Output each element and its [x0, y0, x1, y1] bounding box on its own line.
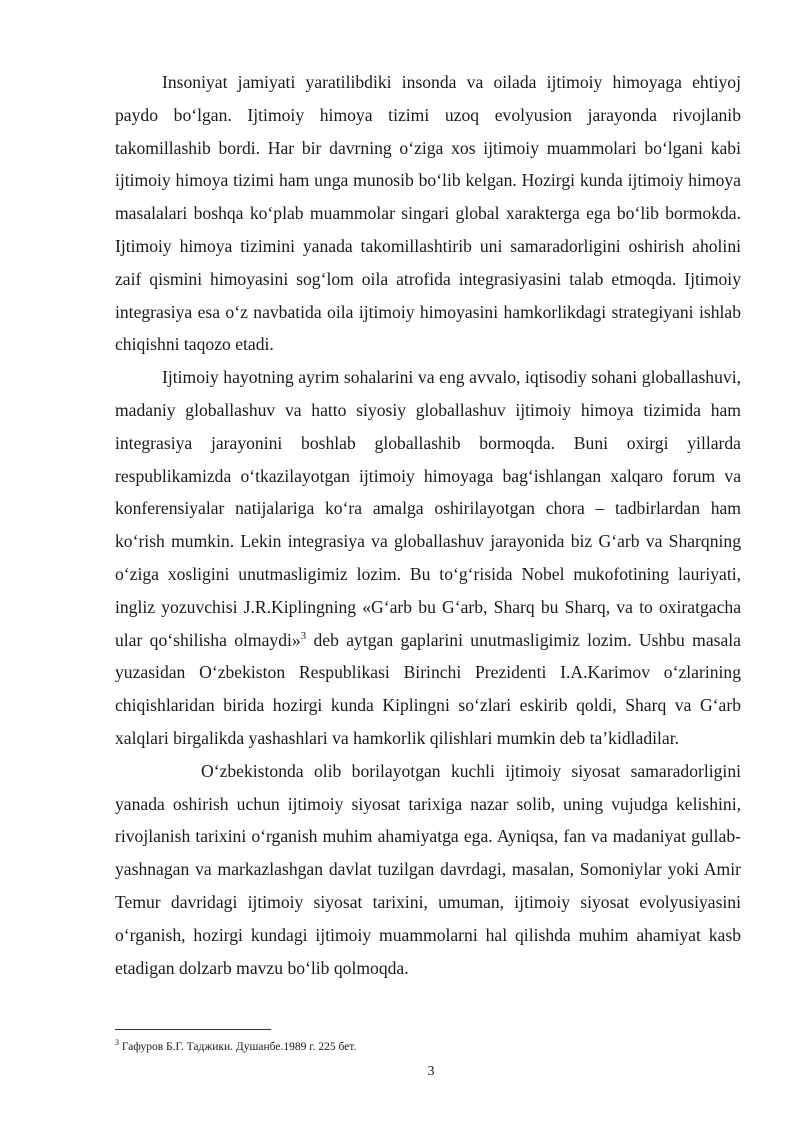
footnote-number: 3 — [115, 1038, 119, 1048]
page-number: 3 — [427, 1064, 435, 1079]
paragraph-1: Insoniyat jamiyati yaratilibdiki insonda va oilada ijtimoiy himoyaga ehtiyoj paydo boʻlgan. Ijtimoiy himoya tizimi uzoq evolyusion jarayonda rivojlanib takomillashib bordi. Har bir davrning oʻziga xos ijtimoiy muammolari boʻlgani kabi ijtimoiy himoya tizimi ham unga munosib boʻlib kelgan. Hozirgi kunda ijtimoiy himoya masalalari boshqa koʻplab muammolar singari global xarakterga ega boʻlib bormokda. Ijtimoiy himoya tizimini yanada takomillashtirib uni samaradorligini oshirish aholini zaif qismini himoyasini sogʻlom oila atrofida integrasiyasini talab etmoqda. Ijtimoiy integrasiya esa oʻz navbatida oila ijtimoiy himoyasini hamkorlikdagi strategiyani ishlab chiqishni taqozo etadi. — [115, 72, 741, 355]
document-body — [115, 66, 741, 984]
paragraph-3: Oʻzbekistonda olib borilayotgan kuchli ijtimoiy siyosat samaradorligini yanada oshirish uchun ijtimoiy siyosat tarixiga nazar solib, uning vujudga kelishini, rivojlanish tarixini oʻrganish muhim ahamiyatga ega. Ayniqsa, fan va madaniyat gullab-yashnagan va markazlashgan davlat tuzilgan davrdagi, masalan, Somoniylar yoki Amir Temur davridagi ijtimoiy siyosat tarixini, umuman, ijtimoiy siyosat evolyusiyasini oʻrganish, hozirgi kundagi ijtimoiy muammolarni hal qilishda muhim ahamiyat kasb etadigan dolzarb mavzu boʻlib qolmoqda. — [115, 760, 741, 978]
paragraph-2-text-after-ref: deb aytgan gaplarini unutmasligimiz lozim. Ushbu masala yuzasidan Oʻzbekiston Respublikasi Birinchi Prezidenti I.A.Karimov oʻzlarining chiqishlaridan birida hozirgi kunda Kiplingni soʻzlari eskirib qoldi, Sharq va Gʻarb xalqlari birgalikda yashashlari va hamkorlik qilishlari mumkin deb taʼkidladilar. — [115, 629, 741, 748]
footnote — [115, 1040, 741, 1054]
paragraph-2 — [115, 361, 741, 755]
footnote-text: Гафуров Б.Г. Таджики. Душанбе.1989 г. 225 бет. — [119, 1041, 357, 1053]
footnote-separator — [115, 1029, 271, 1030]
paragraph-2-text-before-ref: Ijtimoiy hayotning ayrim sohalarini va eng avvalo, iqtisodiy sohani globallashuvi, madaniy globallashuv va hatto siyosiy globallashuv ijtimoiy himoya tizimida ham integrasiya jarayonini boshlab globallashib bormoqda. Buni oxirgi yillarda respublikamizda oʻtkazilayotgan ijtimoiy himoyaga bagʻishlangan xalqaro forum va konferensiyalar natijalariga koʻra amalga oshirilayotgan chora – tadbirlardan ham koʻrish mumkin. Lekin integrasiya va globallashuv jarayonida biz Gʻarb va Sharqning oʻziga xosligini unutmasligimiz lozim. Bu toʻgʻrisida Nobel mukofotining lauriyati, ingliz yozuvchisi J.R.Kiplingning «Gʻarb bu Gʻarb, Sharq bu Sharq, va to oxiratgacha ular qoʻshilisha olmaydi» — [115, 367, 741, 650]
footnote-reference[interactable]: 3 — [300, 629, 307, 642]
